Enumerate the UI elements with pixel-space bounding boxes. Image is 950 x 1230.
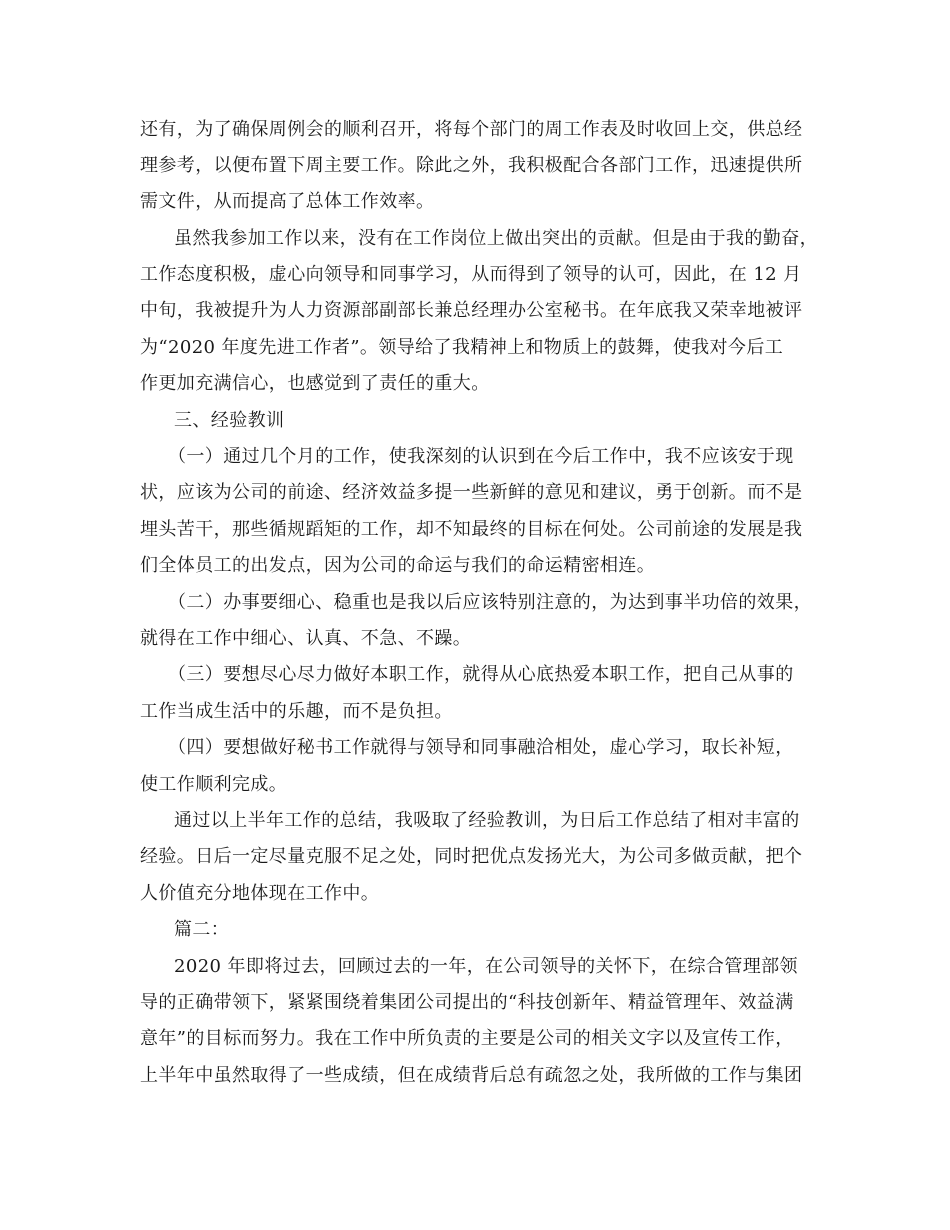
text-line: 经验。日后一定尽量克服不足之处，同时把优点发扬光大，为公司多做贡献，把个: [140, 846, 803, 867]
text-line: 埋头苦干，那些循规蹈矩的工作，却不知最终的目标在何处。公司前途的发展是我: [140, 519, 803, 540]
text-line: 上半年中虽然取得了一些成绩，但在成绩背后总有疏忽之处，我所做的工作与集团: [140, 1065, 803, 1086]
text-line: 人价值充分地体现在工作中。: [140, 883, 380, 904]
text-line: 2020 年即将过去，回顾过去的一年，在公司领导的关怀下，在综合管理部领: [174, 956, 798, 977]
text-line: （四）要想做好秘书工作就得与领导和同事融洽相处，虚心学习，取长补短，: [168, 737, 794, 758]
text-line: 工作当成生活中的乐趣，而不是负担。: [140, 701, 453, 722]
text-line: （二）办事要细心、稳重也是我以后应该特别注意的，为达到事半功倍的效果，: [168, 592, 812, 613]
text-line: 工作态度积极，虚心向领导和同事学习，从而得到了领导的认可，因此，在 12 月: [140, 264, 802, 285]
text-line: 就得在工作中细心、认真、不急、不躁。: [140, 628, 472, 649]
text-line: 中旬，我被提升为人力资源部副部长兼总经理办公室秘书。在年底我又荣幸地被评: [140, 300, 803, 321]
text-line: 们全体员工的出发点，因为公司的命运与我们的命运精密相连。: [140, 555, 656, 576]
text-line: 为“2020 年度先进工作者”。领导给了我精神上和物质上的鼓舞，使我对今后工: [140, 337, 784, 358]
text-line: 需文件，从而提高了总体工作效率。: [140, 191, 435, 212]
text-line: 理参考，以便布置下周主要工作。除此之外，我积极配合各部门工作，迅速提供所: [140, 155, 803, 176]
text-line: 通过以上半年工作的总结，我吸取了经验教训，为日后工作总结了相对丰富的: [174, 810, 800, 831]
text-line: 状，应该为公司的前途、经济效益多提一些新鲜的意见和建议，勇于创新。而不是: [140, 482, 803, 503]
text-line: （三）要想尽心尽力做好本职工作，就得从心底热爱本职工作，把自己从事的: [168, 664, 794, 685]
text-line: 意年”的目标而努力。我在工作中所负责的主要是公司的相关文字以及宣传工作，: [140, 1028, 794, 1049]
text-line: 使工作顺利完成。: [140, 774, 288, 795]
text-line: 作更加充满信心，也感觉到了责任的重大。: [140, 373, 490, 394]
text-line: 导的正确带领下，紧紧围绕着集团公司提出的“科技创新年、精益管理年、效益满: [140, 992, 794, 1013]
text-line: 还有，为了确保周例会的顺利召开，将每个部门的周工作表及时收回上交，供总经: [140, 119, 803, 140]
section-heading: 篇二：: [174, 919, 230, 940]
text-line: 虽然我参加工作以来，没有在工作岗位上做出突出的贡献。但是由于我的勤奋，: [174, 228, 818, 249]
text-line: （一）通过几个月的工作，使我深刻的认识到在今后工作中，我不应该安于现: [168, 446, 794, 467]
section-heading: 三、经验教训: [174, 410, 285, 431]
